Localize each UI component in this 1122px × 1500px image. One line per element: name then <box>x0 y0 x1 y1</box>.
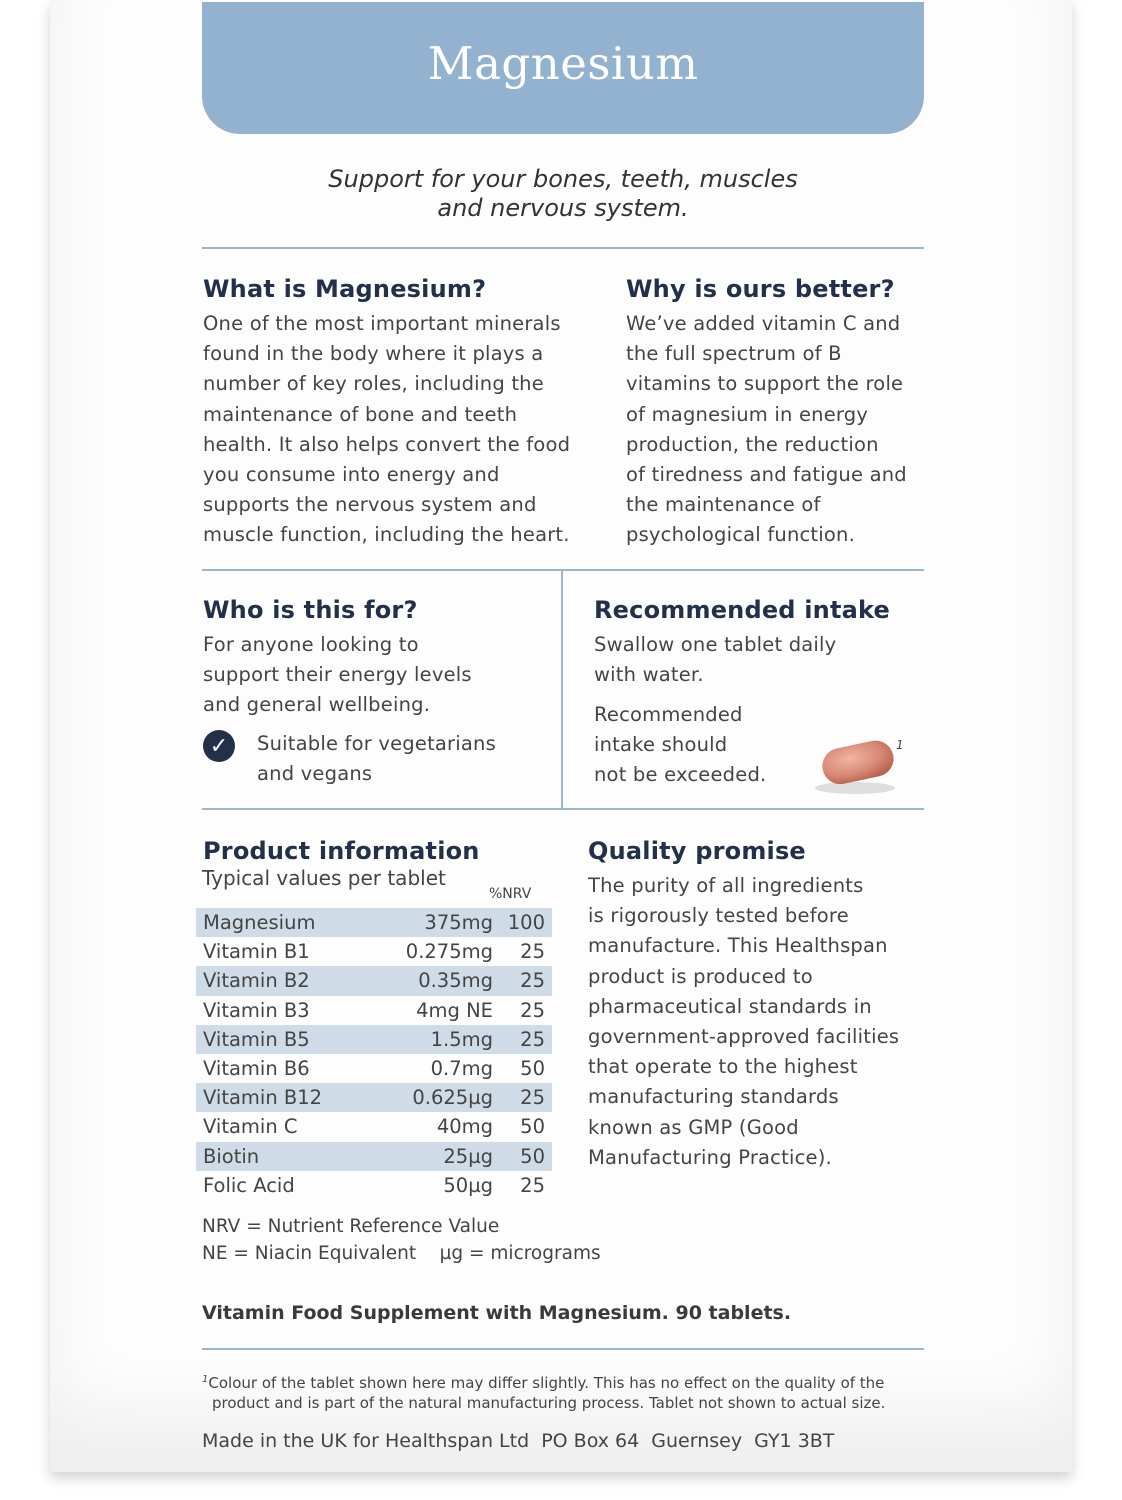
who-line: and general wellbeing. <box>203 693 431 717</box>
nutrient-name: Folic Acid <box>203 1173 295 1197</box>
nutrient-name: Vitamin C <box>203 1115 298 1139</box>
nutrient-amount: 50µg <box>443 1173 493 1197</box>
intake-warning-line: not be exceeded. <box>594 763 767 787</box>
intake-warning-line: Recommended <box>594 703 743 726</box>
nutrient-nrv: 25 <box>520 1027 545 1051</box>
nutrient-name: Biotin <box>203 1144 260 1168</box>
nutrient-nrv: 25 <box>520 940 545 964</box>
header-banner <box>202 2 924 134</box>
veg-line: Suitable for vegetarians <box>257 732 496 755</box>
why-text <box>626 309 907 551</box>
quality-line: Manufacturing Practice). <box>588 1145 832 1169</box>
why-heading: Why is ours better? <box>626 275 895 303</box>
divider-bottom <box>202 1348 924 1350</box>
nutrition-table <box>196 908 552 1200</box>
nutrient-nrv: 25 <box>520 1086 545 1110</box>
table-row <box>196 1025 552 1054</box>
table-row <box>196 1083 552 1112</box>
nutrient-amount: 0.625µg <box>412 1086 493 1110</box>
nutrient-name: Vitamin B2 <box>203 969 310 993</box>
table-row <box>196 1054 552 1083</box>
tagline <box>202 165 924 223</box>
why-line: of magnesium in energy <box>626 402 869 426</box>
what-line: found in the body where it plays a <box>203 342 544 366</box>
who-line: For anyone looking to <box>203 633 419 656</box>
what-line: number of key roles, including the <box>203 372 544 396</box>
what-line: One of the most important minerals <box>203 312 561 335</box>
quality-heading: Quality promise <box>588 837 806 865</box>
quality-line: that operate to the highest <box>588 1055 858 1079</box>
tablet-footnote-marker: 1 <box>896 738 904 752</box>
why-line: the maintenance of <box>626 493 821 517</box>
footnote-text-2: product and is part of the natural manufacturing process. Tablet not shown to actual size. <box>212 1394 886 1412</box>
product-heading: Product information <box>203 837 480 865</box>
units-note: NE = Niacin Equivalent µg = micrograms <box>202 1243 601 1264</box>
why-line: the full spectrum of B <box>626 342 842 366</box>
footnote-line-1 <box>202 1370 924 1393</box>
nutrient-amount: 1.5mg <box>430 1027 493 1051</box>
quality-line: known as GMP (Good <box>588 1115 799 1139</box>
intake-line: Swallow one tablet daily <box>594 633 837 656</box>
table-row <box>196 1142 552 1171</box>
manufacturer-address: Made in the UK for Healthspan Ltd PO Box 64 Guernsey GY1 3BT <box>202 1430 835 1452</box>
product-summary: Vitamin Food Supplement with Magnesium. 90 tablets. <box>202 1302 792 1324</box>
page-title: Magnesium <box>427 36 699 90</box>
nutrient-nrv: 50 <box>520 1144 545 1168</box>
why-line: of tiredness and fatigue and <box>626 463 907 487</box>
nutrient-amount: 0.35mg <box>418 969 493 993</box>
table-row <box>196 1112 552 1141</box>
who-heading: Who is this for? <box>203 596 418 624</box>
nutrient-nrv: 25 <box>520 969 545 993</box>
divider-top <box>202 247 924 249</box>
what-line: health. It also helps convert the food <box>203 432 571 456</box>
nutrient-nrv: 100 <box>507 911 545 935</box>
nrv-column-header: %NRV <box>489 886 532 902</box>
nutrient-name: Vitamin B6 <box>203 1057 310 1081</box>
table-row <box>196 966 552 995</box>
intake-warning <box>594 700 766 791</box>
tagline-line-2: and nervous system. <box>437 194 689 222</box>
who-text <box>203 630 472 721</box>
quality-line: manufacturing standards <box>588 1085 839 1109</box>
why-line: psychological function. <box>626 523 855 547</box>
quality-line: pharmaceutical standards in <box>588 994 872 1018</box>
nutrient-amount: 25µg <box>443 1144 493 1168</box>
product-subheading: Typical values per tablet <box>202 866 446 890</box>
quality-line: The purity of all ingredients <box>588 874 864 897</box>
veg-line: and vegans <box>257 762 373 786</box>
quality-line: manufacture. This Healthspan <box>588 934 888 958</box>
footnote-marker: 1 <box>202 1374 209 1385</box>
table-row <box>196 1171 552 1200</box>
nutrient-amount: 4mg NE <box>416 998 493 1022</box>
quality-line: product is produced to <box>588 964 813 988</box>
intake-warning-line: intake should <box>594 733 728 757</box>
nutrient-name: Vitamin B1 <box>203 940 310 964</box>
quality-line: government-approved facilities <box>588 1025 900 1049</box>
nutrient-nrv: 50 <box>520 1115 545 1139</box>
who-line: support their energy levels <box>203 663 472 687</box>
nutrient-amount: 40mg <box>436 1115 493 1139</box>
check-circle-icon: ✓ <box>203 730 235 762</box>
nrv-note: NRV = Nutrient Reference Value <box>202 1216 500 1237</box>
intake-heading: Recommended intake <box>594 596 891 624</box>
table-row <box>196 937 552 966</box>
nutrient-amount: 0.275mg <box>405 940 493 964</box>
intake-line: with water. <box>594 663 704 687</box>
what-line: you consume into energy and <box>203 463 500 487</box>
tablet-image <box>800 728 910 798</box>
table-row <box>196 996 552 1025</box>
nutrient-amount: 375mg <box>424 911 493 935</box>
nutrient-nrv: 25 <box>520 998 545 1022</box>
why-line: production, the reduction <box>626 432 879 456</box>
what-heading: What is Magnesium? <box>203 275 487 303</box>
footnote <box>202 1370 924 1413</box>
what-line: muscle function, including the heart. <box>203 523 570 547</box>
veg-text <box>257 729 496 789</box>
table-row <box>196 908 552 937</box>
why-line: vitamins to support the role <box>626 372 904 396</box>
what-text <box>203 309 570 551</box>
what-line: supports the nervous system and <box>203 493 537 517</box>
divider-middle <box>202 569 924 571</box>
quality-line: is rigorously tested before <box>588 904 849 928</box>
nutrient-name: Magnesium <box>203 911 316 935</box>
nutrient-name: Vitamin B5 <box>203 1027 310 1051</box>
what-line: maintenance of bone and teeth <box>203 402 518 426</box>
nutrient-nrv: 25 <box>520 1173 545 1197</box>
footnote-text-1: Colour of the tablet shown here may differ slightly. This has no effect on the quality of the <box>208 1374 885 1392</box>
why-line: We’ve added vitamin C and <box>626 312 901 335</box>
nutrient-amount: 0.7mg <box>430 1057 493 1081</box>
intake-text <box>594 630 836 690</box>
divider-lower <box>202 808 924 810</box>
tagline-line-1: Support for your bones, teeth, muscles <box>328 165 798 193</box>
nutrient-nrv: 50 <box>520 1057 545 1081</box>
nutrient-name: Vitamin B3 <box>203 998 310 1022</box>
quality-text <box>588 871 899 1173</box>
nutrient-name: Vitamin B12 <box>203 1086 323 1110</box>
divider-vertical <box>561 569 563 809</box>
